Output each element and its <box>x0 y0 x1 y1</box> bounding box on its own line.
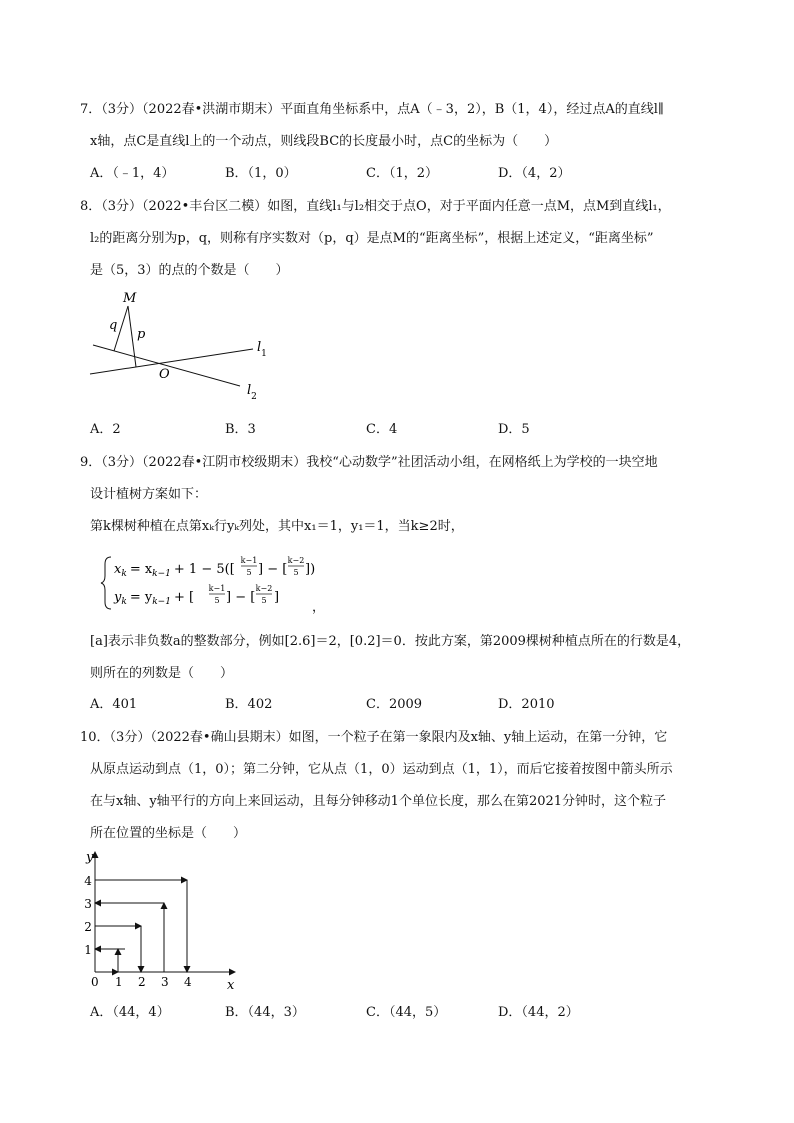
q8-stem-line-3: 是（5，3）的点的个数是（ ） <box>90 263 289 278</box>
q8-label-o: O <box>159 367 170 382</box>
q9-formula-frac-den-2: 5 <box>293 568 299 577</box>
q8-label-p: p <box>137 327 146 342</box>
q9-formula-frac-den-1: 5 <box>246 568 252 577</box>
q7-option-d[interactable]: D．（4，2） <box>498 166 571 181</box>
q10-x-tick: 4 <box>184 975 192 989</box>
q8-option-c[interactable]: C．4 <box>366 422 398 437</box>
q8-label-l1: $l_1$ <box>257 340 267 359</box>
q10-y-axis-label: y <box>86 850 94 865</box>
q9-formula-y-mid: ] − [ <box>226 590 256 605</box>
q10-y-tick: 1 <box>84 943 92 957</box>
q9-formula-x-end: ]) <box>305 562 316 577</box>
q8-line-l1 <box>90 349 253 374</box>
q8-figure <box>85 285 275 410</box>
q9-option-c[interactable]: C．2009 <box>366 697 423 712</box>
q9-stem-line-4: [a]表示非负数a的整数部分，例如[2.6]＝2，[0.2]＝0．按此方案，第2009棵树种植点所在的行数是4， <box>90 634 691 649</box>
q8-label-l2: $l_2$ <box>247 383 257 402</box>
q10-stem-line-4: 所在位置的坐标是（ ） <box>90 826 247 841</box>
q8-label-m: M <box>123 291 137 306</box>
q7-stem-line-1: 7．（3分）（2022春•洪湖市期末）平面直角坐标系中，点A（﹣3，2），B（1，4），经过点A的直线l∥ <box>80 102 664 117</box>
q9-formula-y-end: ] <box>274 590 280 605</box>
q9-formula-x-row: $x_k = x_{k-1} + 1 - 5$([ <box>114 562 235 579</box>
q9-formula-brace <box>101 557 111 609</box>
q10-x-tick: 3 <box>161 975 169 989</box>
q7-options <box>90 166 710 182</box>
q10-stem-line-2: 从原点运动到点（1，0）；第二分钟，它从点（1，0）运动到点（1，1），而后它接着按图中箭头所示 <box>90 762 673 777</box>
q9-stem-line-5: 则所在的列数是（ ） <box>90 666 234 681</box>
q10-y-tick: 4 <box>84 874 92 888</box>
q10-motion-path <box>95 880 187 972</box>
q8-option-a[interactable]: A．2 <box>90 422 121 437</box>
q10-stem-line-1: 10．（3分）（2022春•确山县期末）如图，一个粒子在第一象限内及x轴、y轴上运动，在第一分钟，它 <box>80 730 668 745</box>
q9-formula-y-row: $y_k = y_{k-1}$ + [ <box>114 590 195 607</box>
q10-option-b[interactable]: B．（44，3） <box>225 1005 305 1020</box>
q9-formula-x-mid: ] − [ <box>258 562 288 577</box>
q9-formula-frac-num-1: k−1 <box>240 556 258 565</box>
q8-stem-line-1: 8．（3分）（2022•丰台区二模）如图，直线l₁与l₂相交于点O，对于平面内任意一点M，点M到直线l₁， <box>80 199 671 214</box>
q8-label-q: q <box>109 318 118 333</box>
q10-options <box>90 1005 710 1021</box>
q9-formula-frac-num-2: k−2 <box>287 556 305 565</box>
q10-option-c[interactable]: C．（44，5） <box>366 1005 447 1020</box>
q7-stem-line-2: x轴，点C是直线l上的一个动点，则线段BC的长度最小时，点C的坐标为（ ） <box>90 134 558 149</box>
q8-segment-p <box>128 306 136 367</box>
q9-formula-frac-num-3: k−1 <box>208 584 226 593</box>
q10-stem-line-3: 在与x轴、y轴平行的方向上来回运动，且每分钟移动1个单位长度，那么在第2021分钟时，这个粒子 <box>90 794 667 809</box>
q9-option-b[interactable]: B．402 <box>225 697 273 712</box>
q9-option-a[interactable]: A．401 <box>90 697 138 712</box>
q9-stem-line-3: 第k棵树种植在点第xₖ行yₖ列处，其中x₁＝1，y₁＝1，当k≥2时， <box>90 519 464 534</box>
q10-option-a[interactable]: A．（44，4） <box>90 1005 170 1020</box>
q9-stem-line-1: 9．（3分）（2022春•江阴市校级期末）我校“心动数学”社团活动小组，在网格纸上为学校的一块空地 <box>80 455 658 470</box>
q7-option-b[interactable]: B．（1，0） <box>225 166 297 181</box>
q10-origin-label: 0 <box>91 975 99 989</box>
q9-options <box>90 697 710 713</box>
q10-y-tick: 3 <box>84 897 92 911</box>
q8-stem-line-2: l₂的距离分别为p，q，则称有序实数对（p，q）是点M的“距离坐标”，根据上述定义，“距离坐标” <box>90 231 654 246</box>
q10-x-tick: 1 <box>115 975 123 989</box>
q8-option-b[interactable]: B．3 <box>225 422 256 437</box>
q10-y-tick: 2 <box>84 920 92 934</box>
q9-formula-frac-den-3: 5 <box>214 596 220 605</box>
q7-option-c[interactable]: C．（1，2） <box>366 166 438 181</box>
q10-option-d[interactable]: D．（44，2） <box>498 1005 579 1020</box>
q10-figure <box>85 848 245 993</box>
q9-option-d[interactable]: D．2010 <box>498 697 555 712</box>
q9-formula-frac-num-4: k−2 <box>255 584 273 593</box>
q9-formula-tail: ， <box>312 600 326 615</box>
q10-x-tick: 2 <box>138 975 146 989</box>
q8-option-d[interactable]: D．5 <box>498 422 530 437</box>
q8-options <box>90 422 710 438</box>
q9-stem-line-2: 设计植树方案如下： <box>90 487 208 502</box>
q9-formula-frac-den-4: 5 <box>261 596 267 605</box>
q10-x-axis-label: x <box>227 978 235 993</box>
q7-option-a[interactable]: A．（﹣1，4） <box>90 166 175 181</box>
